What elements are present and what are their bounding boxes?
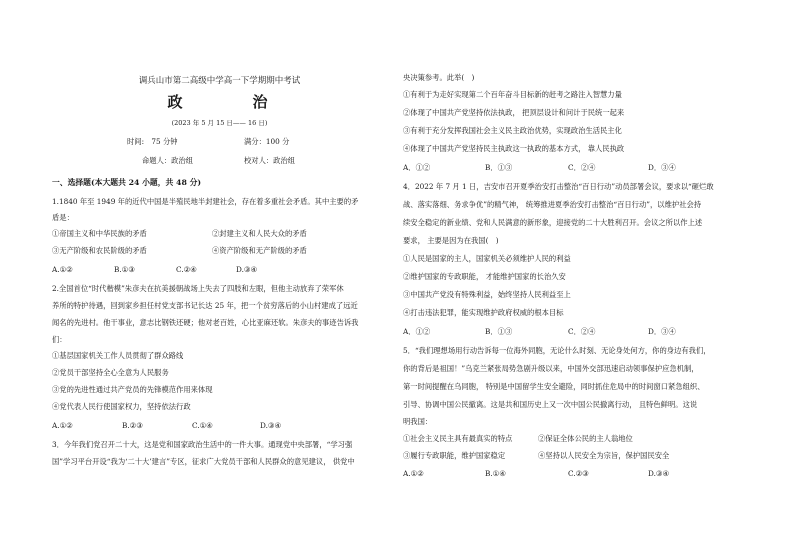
q1-statement-1: ①帝国主义和中华民族的矛盾 — [52, 229, 147, 238]
q1-statement-3: ③无产阶级和农民阶级的矛盾 — [52, 246, 147, 255]
q5-option-c[interactable]: C.②③ — [568, 469, 589, 478]
score-label: 满分：100 分 — [244, 137, 290, 146]
q2-statement-4: ④党代表人民行使国家权力，坚持依法行政 — [52, 402, 191, 411]
q2-option-c[interactable]: C.①④ — [192, 421, 213, 430]
subject-char-1: 政 — [167, 93, 183, 111]
q5-statement-4: ④坚持以人民安全为宗旨，保护国民安全 — [538, 451, 670, 460]
q5-line-4: 引导、协调中国公民撤离。这是共和国历史上又一次中国公民撤离行动， 且特色鲜明。这说 — [403, 400, 698, 409]
q3-statement-4: ④体现了中国共产党坚持民主执政这一执政的基本方式， 靠人民执政 — [403, 144, 625, 153]
q4-line-4: 要求， 主要是因为在我国( ) — [403, 236, 499, 245]
q1-option-b[interactable]: B.①③ — [114, 265, 135, 274]
q2-option-d[interactable]: D.③④ — [260, 421, 281, 430]
q5-option-b[interactable]: B.①④ — [485, 469, 506, 478]
q2-line-2: 养所的特护待遇，回到家乡担任村党支部书记长达 25 年，把一个贫穷落后的小山村建成了远近 — [52, 301, 358, 310]
q5-line-5: 明我国： — [403, 417, 433, 426]
q3-continuation: 央决策参考。此举( ) — [403, 73, 475, 82]
q3-line-2: 国”学习平台开设“我为‘二十大’建言”专区，征求广大党员干部和人民群众的意见建议， 供党中 — [52, 457, 355, 466]
q1-statement-4: ④资产阶级和无产阶级的矛盾 — [212, 246, 307, 255]
q4-statement-1: ①人民是国家的主人，国家机关必须维护人民的利益 — [403, 254, 571, 263]
q1-line-1: 1.1840 年至 1949 年的近代中国是半殖民地半封建社会，存在着多重社会矛盾。其中主要的矛 — [52, 197, 359, 206]
subject-char-2: 治 — [252, 93, 268, 111]
q5-statement-2: ②保证全体公民的主人翁地位 — [538, 434, 633, 443]
q5-statement-3: ③履行专政职能，维护国家稳定 — [403, 451, 506, 460]
q1-option-c[interactable]: C.②④ — [176, 265, 197, 274]
q2-option-a[interactable]: A.①② — [52, 421, 73, 430]
q4-option-a[interactable]: A．①② — [403, 327, 431, 336]
q2-line-3: 闻名的先进村。他干事业，意志比钢铁还硬；他对老百姓，心比亚麻还软。朱彦夫的事迹告诉我 — [52, 318, 359, 327]
q3-option-b[interactable]: B．①③ — [485, 163, 513, 172]
author-label: 命题人：政治组 — [142, 156, 194, 165]
q4-line-1: 4．2022 年 7 月 1 日，吉安市召开夏季治安打击整治“百日行动”动员部署会议，要求以“砸烂敢 — [403, 182, 714, 191]
q2-statement-1: ①基层国家机关工作人员贯彻了群众路线 — [52, 351, 184, 360]
q2-statement-2: ②党员干部坚持全心全意为人民服务 — [52, 368, 169, 377]
q3-option-d[interactable]: D．③④ — [648, 163, 676, 172]
q3-statement-3: ③有利于充分发挥我国社会主义民主政治优势，实现政治生活民主化 — [403, 126, 622, 135]
q5-line-2: 你的背后是祖国！”乌克兰紧张局势急剧升级以来，中国外交部迅速启动领事保护应急机制， — [403, 364, 699, 373]
q4-option-d[interactable]: D．③④ — [648, 327, 676, 336]
q5-line-1: 5．“我们理想场用行动告诉每一位海外同胞，无论什么时刻、无论身处何方，你的身边有我们， — [403, 346, 711, 355]
q4-line-2: 战、落实落细、务求争优”的精气神， 统筹推进夏季治安打击整治“百日行动”，以维护社会持 — [403, 200, 702, 209]
q2-statement-3: ③党的先进性通过共产党员的先锋模范作用来体现 — [52, 385, 213, 394]
q4-option-b[interactable]: B．①③ — [485, 327, 513, 336]
q3-statement-2: ②体现了中国共产党坚持依法执政， 把顶层设计和问计于民统一起来 — [403, 108, 625, 117]
q5-line-3: 第一时间提醒在乌同胞， 特别是中国留学生安全避险，同时抓住危局中的时间窗口紧急组织、 — [403, 382, 705, 391]
q4-statement-3: ③中国共产党没有特殊利益，始终坚持人民利益至上 — [403, 290, 571, 299]
exam-title: 调兵山市第二高级中学高一下学期期中考试 — [138, 76, 301, 86]
proofreader-label: 校对人：政治组 — [244, 156, 296, 165]
q4-line-3: 续安全稳定的新业绩、党和人民满意的新形象，迎接党的二十大胜利召开。会议之所以作上述 — [403, 218, 703, 227]
q2-option-b[interactable]: B.②③ — [122, 421, 143, 430]
q1-option-a[interactable]: A.①② — [52, 265, 73, 274]
time-label: 时间: 75 分钟 — [127, 137, 178, 146]
q2-line-4: 们： — [52, 335, 67, 344]
q4-statement-2: ②维护国家的专政职能， 才能维护国家的长治久安 — [403, 272, 566, 281]
section-title: 一、选择题(本大题共 24 小题，共 48 分) — [52, 178, 202, 187]
q3-option-a[interactable]: A．①② — [403, 163, 431, 172]
q3-option-c[interactable]: C．②④ — [568, 163, 596, 172]
exam-date: (2023 年 5 月 15 日—— 16 日) — [171, 119, 268, 127]
q1-line-2: 盾是： — [52, 213, 74, 222]
q3-line-1: 3．今年我们党召开二十大，这是党和国家政治生活中的一件大事。通现党中央部署，“学习强 — [52, 440, 353, 449]
q5-option-a[interactable]: A.①② — [403, 469, 424, 478]
q2-line-1: 2.全国首位“时代楷模”朱彦夫在抗美援朝战场上失去了四肢和左眼，但他主动放弃了荣军休 — [52, 284, 344, 293]
q5-option-d[interactable]: D.③④ — [648, 469, 669, 478]
q4-option-c[interactable]: C．②④ — [568, 327, 596, 336]
q1-option-d[interactable]: D.③④ — [236, 265, 257, 274]
q5-statement-1: ①社会主义民主具有最真实的特点 — [403, 434, 513, 443]
q4-statement-4: ④打击违法犯罪，能实现维护政府权威的根本目标 — [403, 308, 564, 317]
q3-statement-1: ①有利于为走好实现第二个百年奋斗目标新的赶考之路注入智慧力量 — [403, 90, 622, 99]
q1-statement-2: ②封建主义和人民大众的矛盾 — [212, 229, 307, 238]
